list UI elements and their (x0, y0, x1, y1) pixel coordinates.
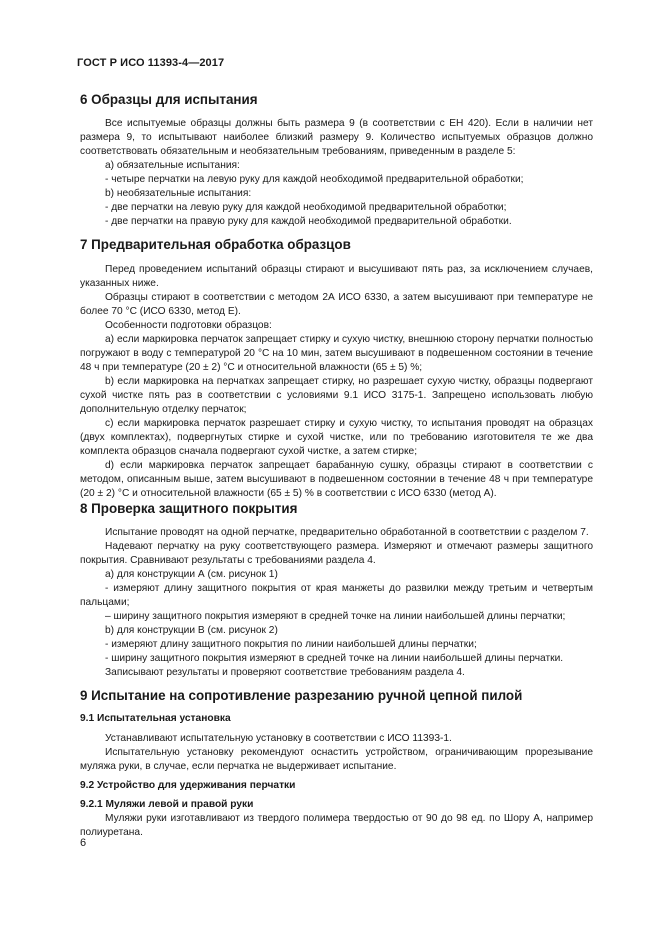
paragraph: Все испытуемые образцы должны быть размера 9 (в соответствии с ЕН 420). Если в наличии нет размера 9, то испытывают наиболее близкий размеру 9. Количество испытуемых образцов должно соответствовать обязательным и необязательным требованиям, приведенным в разделе 5: (80, 118, 593, 157)
section-7-body (80, 263, 593, 501)
paragraph: b) если маркировка на перчатках запрещает стирку, но разрешает сухую чистку, образцы подвергают сухой чистке пять раз в соответствии с условиями 9.1 ИСО 3175-1. Запрещено использовать любую дополнительную отделку перчаток; (80, 376, 593, 415)
subsection-9-2-1-title: 9.2.1 Муляжи левой и правой руки (80, 799, 254, 810)
list-item: – ширину защитного покрытия измеряют в средней точке на линии наибольшей длины перчатки; (105, 611, 566, 622)
list-item: - измеряют длину защитного покрытия от края манжеты до развилки между третьим и четвертым пальцами; (80, 583, 593, 608)
section-6-title: 6 Образцы для испытания (80, 92, 258, 107)
subsection-9-2-1-heading (80, 798, 593, 812)
paragraph: Записывают результаты и проверяют соответствие требованиям раздела 4. (105, 667, 465, 678)
list-item: - две перчатки на левую руку для каждой необходимой предварительной обработки; (105, 202, 507, 213)
subsection-9-1-body (80, 732, 593, 774)
list-item: b) для конструкции В (см. рисунок 2) (105, 625, 278, 636)
paragraph: Испытание проводят на одной перчатке, предварительно обработанной в соответствии с разделом 7. (105, 527, 589, 538)
list-item: b) необязательные испытания: (105, 188, 252, 199)
section-8-title: 8 Проверка защитного покрытия (80, 501, 298, 516)
subsection-9-2-title: 9.2 Устройство для удерживания перчатки (80, 780, 296, 791)
subsection-9-2-1-body (80, 812, 593, 840)
paragraph: Особенности подготовки образцов: (105, 320, 272, 331)
subsection-9-2-heading (80, 779, 593, 793)
list-item: а) для конструкции А (см. рисунок 1) (105, 569, 278, 580)
section-6-body (80, 117, 593, 229)
list-item: - две перчатки на правую руку для каждой необходимой предварительной обработки. (105, 216, 512, 227)
paragraph: с) если маркировка перчаток разрешает стирку и сухую чистку, то испытания проводят на образцах (двух комплектах), подвергнутых стирке и сухой чистке, или по требованию изготовителя те же два комплекта образцов сначала подвергают сухой чистке, а затем стирке; (80, 418, 593, 457)
section-8-heading (80, 500, 593, 517)
subsection-9-1-heading (80, 712, 593, 726)
list-item: а) обязательные испытания: (105, 160, 240, 171)
paragraph: d) если маркировка перчаток запрещает барабанную сушку, образцы стирают в соответствии с методом, описанным выше, затем высушивают в подвешенном состоянии в течение 48 ч при температуре (20 ± 2) °С и относительной влажности (65 ± 5) % в соответствии с ИСО 6330 (метод А). (80, 460, 593, 499)
document-header: ГОСТ Р ИСО 11393-4—2017 (77, 57, 225, 69)
section-7-title: 7 Предварительная обработка образцов (80, 237, 351, 252)
section-9-title: 9 Испытание на сопротивление разрезанию ручной цепной пилой (80, 688, 523, 703)
section-9-heading (80, 687, 593, 704)
list-item: - четыре перчатки на левую руку для каждой необходимой предварительной обработки; (105, 174, 524, 185)
paragraph: Муляжи руки изготавливают из твердого полимера твердостью от 90 до 98 ед. по Шору А, например полиуретана. (80, 813, 593, 838)
paragraph: Перед проведением испытаний образцы стирают и высушивают пять раз, за исключением случаев, указанных ниже. (80, 264, 593, 289)
page-number: 6 (80, 837, 87, 849)
list-item: - ширину защитного покрытия измеряют в средней точке на линии наибольшей длины перчатки. (105, 653, 564, 664)
paragraph: а) если маркировка перчаток запрещает стирку и сухую чистку, внешнюю сторону перчатки полностью погружают в воду с температурой 20 °С на 10 мин, затем высушивают в подвешенном состоянии в течение 48 ч при температуре (20 ± 2) °С и относительной влажности (65 ± 5) %; (80, 334, 593, 373)
section-6-heading (80, 91, 593, 108)
list-item: - измеряют длину защитного покрытия по линии наибольшей длины перчатки; (105, 639, 477, 650)
subsection-9-1-title: 9.1 Испытательная установка (80, 713, 231, 724)
paragraph: Испытательную установку рекомендуют оснастить устройством, ограничивающим прорезывание муляжа руки, в случае, если перчатка не выдерживает испытание. (80, 747, 593, 772)
section-7-heading (80, 236, 593, 253)
section-8-body (80, 526, 593, 680)
paragraph: Образцы стирают в соответствии с методом 2А ИСО 6330, а затем высушивают при температуре не более 70 °С (ИСО 6330, метод Е). (80, 292, 593, 317)
paragraph: Устанавливают испытательную установку в соответствии с ИСО 11393-1. (105, 733, 452, 744)
paragraph: Надевают перчатку на руку соответствующего размера. Измеряют и отмечают размеры защитного покрытия. Сравнивают результаты с требованиями раздела 4. (80, 541, 593, 566)
